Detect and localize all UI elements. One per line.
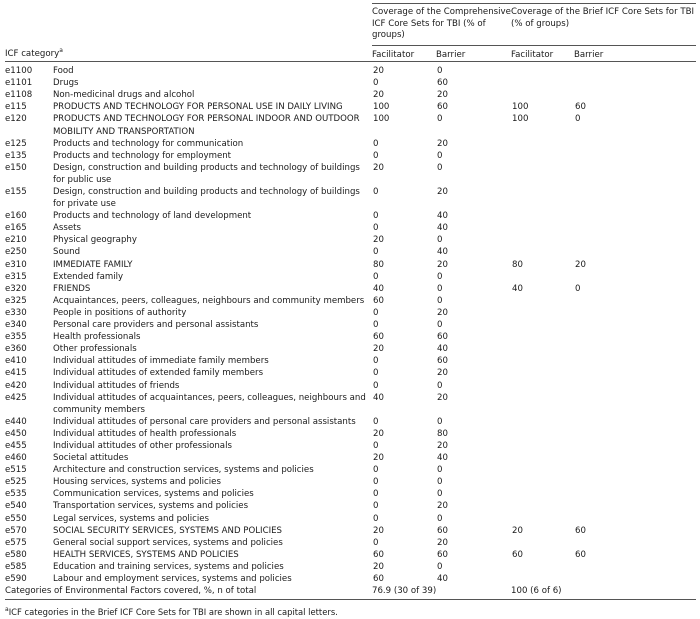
brief-facilitator: 20 xyxy=(512,525,523,536)
comprehensive-facilitator: 0 xyxy=(373,211,379,222)
comprehensive-facilitator: 0 xyxy=(373,537,379,548)
icf-name: People in positions of authority xyxy=(53,307,187,318)
brief-barrier xyxy=(574,488,696,500)
brief-facilitator: 100 xyxy=(512,102,529,113)
table-row xyxy=(5,246,696,258)
comprehensive-facilitator: 0 xyxy=(373,465,379,476)
brief-facilitator xyxy=(511,246,574,258)
icf-name: Individual attitudes of friends xyxy=(53,380,180,391)
comprehensive-facilitator: 100 xyxy=(373,102,390,113)
icf-name: Other professionals xyxy=(53,344,137,355)
comprehensive-barrier: 60 xyxy=(437,525,448,536)
brief-barrier xyxy=(574,295,696,307)
icf-code: e1100 xyxy=(5,66,33,77)
icf-name: PRODUCTS AND TECHNOLOGY FOR PERSONAL INDOOR AND OUTDOOR MOBILITY AND TRANSPORTATION xyxy=(53,114,360,137)
icf-name: Non-medicinal drugs and alcohol xyxy=(53,90,195,101)
comprehensive-barrier: 0 xyxy=(437,465,443,476)
icf-code: e210 xyxy=(5,235,27,246)
icf-name: Design, construction and building products and technology of buildings for public use xyxy=(53,162,360,185)
icf-code: e580 xyxy=(5,549,27,560)
comprehensive-barrier: 40 xyxy=(437,574,448,585)
brief-facilitator xyxy=(511,416,574,428)
brief-facilitator xyxy=(511,561,574,573)
comprehensive-facilitator: 20 xyxy=(373,90,384,101)
icf-name: Food xyxy=(53,66,74,77)
table-row xyxy=(5,89,696,101)
brief-facilitator xyxy=(511,428,574,440)
icf-name: Individual attitudes of immediate family members xyxy=(53,356,269,367)
footnote-text: ICF categories in the Brief ICF Core Sets for TBI are shown in all capital letters. xyxy=(8,607,338,618)
comprehensive-facilitator: 0 xyxy=(373,150,379,161)
icf-code: e455 xyxy=(5,440,27,451)
comprehensive-facilitator: 0 xyxy=(373,78,379,89)
table-row xyxy=(5,476,696,488)
icf-code: e450 xyxy=(5,428,27,439)
table-row xyxy=(5,186,696,210)
icf-name: Labour and employment services, systems and policies xyxy=(53,574,292,585)
brief-facilitator: 80 xyxy=(512,259,523,270)
brief-facilitator xyxy=(511,319,574,331)
icf-code: e1108 xyxy=(5,90,33,101)
brief-header: Coverage of the Brief ICF Core Sets for TBI (% of groups) xyxy=(511,4,696,46)
comprehensive-facilitator: 20 xyxy=(373,525,384,536)
brief-facilitator xyxy=(511,367,574,379)
comprehensive-facilitator: 60 xyxy=(373,574,384,585)
brief-barrier xyxy=(574,537,696,549)
icf-code: e550 xyxy=(5,513,27,524)
comprehensive-facilitator: 0 xyxy=(373,356,379,367)
table-row xyxy=(5,452,696,464)
brief-barrier: 60 xyxy=(575,102,586,113)
comprehensive-facilitator: 0 xyxy=(373,513,379,524)
icf-code: e155 xyxy=(5,187,27,198)
comprehensive-barrier: 0 xyxy=(437,66,443,77)
brief-facilitator xyxy=(511,138,574,150)
brief-barrier xyxy=(574,561,696,573)
table-row xyxy=(5,367,696,379)
brief-facilitator xyxy=(511,488,574,500)
brief-facilitator xyxy=(511,210,574,222)
brief-facilitator xyxy=(511,476,574,488)
brief-facilitator-header: Facilitator xyxy=(511,45,574,61)
icf-code: e360 xyxy=(5,344,27,355)
brief-barrier xyxy=(574,476,696,488)
brief-barrier xyxy=(574,440,696,452)
table-row xyxy=(5,222,696,234)
brief-barrier xyxy=(574,150,696,162)
icf-code: e160 xyxy=(5,211,27,222)
brief-barrier-header: Barrier xyxy=(574,45,696,61)
brief-barrier xyxy=(574,210,696,222)
brief-facilitator: 100 xyxy=(512,114,529,125)
brief-barrier xyxy=(574,271,696,283)
comprehensive-facilitator: 0 xyxy=(373,138,379,149)
comprehensive-facilitator: 0 xyxy=(373,440,379,451)
comprehensive-facilitator-header: Facilitator xyxy=(372,45,436,61)
comprehensive-barrier: 0 xyxy=(437,513,443,524)
comprehensive-barrier: 20 xyxy=(437,259,448,270)
icf-code: e570 xyxy=(5,525,27,536)
comprehensive-barrier: 0 xyxy=(437,271,443,282)
brief-barrier xyxy=(574,307,696,319)
icf-code: e525 xyxy=(5,477,27,488)
comprehensive-barrier: 20 xyxy=(437,501,448,512)
total-label: Categories of Environmental Factors covered, %, n of total xyxy=(5,585,372,600)
table-row xyxy=(5,500,696,512)
comprehensive-facilitator: 0 xyxy=(373,307,379,318)
category-header-label: ICF category xyxy=(5,49,60,60)
table-row xyxy=(5,307,696,319)
brief-barrier xyxy=(574,234,696,246)
brief-barrier xyxy=(574,343,696,355)
brief-facilitator xyxy=(511,77,574,89)
brief-facilitator xyxy=(511,295,574,307)
icf-code: e575 xyxy=(5,537,27,548)
brief-barrier xyxy=(574,355,696,367)
table-row xyxy=(5,101,696,113)
icf-code: e535 xyxy=(5,489,27,500)
icf-name: Housing services, systems and policies xyxy=(53,477,221,488)
comprehensive-facilitator: 0 xyxy=(373,477,379,488)
icf-name: HEALTH SERVICES, SYSTEMS AND POLICIES xyxy=(53,549,239,560)
icf-code: e250 xyxy=(5,247,27,258)
brief-facilitator xyxy=(511,150,574,162)
table-row xyxy=(5,428,696,440)
icf-name: Transportation services, systems and policies xyxy=(53,501,249,512)
comprehensive-facilitator: 60 xyxy=(373,549,384,560)
comprehensive-facilitator: 60 xyxy=(373,295,384,306)
comprehensive-barrier: 0 xyxy=(437,380,443,391)
icf-code: e340 xyxy=(5,320,27,331)
brief-facilitator xyxy=(511,331,574,343)
brief-barrier xyxy=(574,464,696,476)
table-row xyxy=(5,440,696,452)
icf-name: Design, construction and building products and technology of buildings for private use xyxy=(53,187,360,210)
icf-code: e440 xyxy=(5,416,27,427)
footnote-mark: a xyxy=(5,606,9,614)
comprehensive-barrier: 0 xyxy=(437,489,443,500)
comprehensive-barrier: 20 xyxy=(437,537,448,548)
comprehensive-barrier: 0 xyxy=(437,320,443,331)
brief-barrier: 20 xyxy=(575,259,586,270)
icf-name: Drugs xyxy=(53,78,79,89)
comprehensive-barrier: 0 xyxy=(437,416,443,427)
brief-facilitator xyxy=(511,162,574,186)
table-row xyxy=(5,561,696,573)
brief-facilitator xyxy=(511,62,574,78)
icf-name: Architecture and construction services, systems and policies xyxy=(53,465,314,476)
brief-barrier: 60 xyxy=(575,525,586,536)
brief-facilitator xyxy=(511,573,574,585)
brief-barrier xyxy=(574,246,696,258)
icf-code: e135 xyxy=(5,150,27,161)
icf-code: e590 xyxy=(5,574,27,585)
brief-barrier xyxy=(574,222,696,234)
comprehensive-barrier: 40 xyxy=(437,247,448,258)
icf-name: IMMEDIATE FAMILY xyxy=(53,259,133,270)
brief-barrier xyxy=(574,77,696,89)
comprehensive-facilitator: 0 xyxy=(373,247,379,258)
table-row xyxy=(5,234,696,246)
icf-name: Extended family xyxy=(53,271,124,282)
brief-barrier xyxy=(574,331,696,343)
icf-name: Societal attitudes xyxy=(53,453,129,464)
comprehensive-barrier: 0 xyxy=(437,295,443,306)
brief-barrier: 60 xyxy=(575,549,586,560)
comprehensive-facilitator: 20 xyxy=(373,162,384,173)
table-row xyxy=(5,549,696,561)
total-row xyxy=(5,585,696,600)
icf-name: Assets xyxy=(53,223,81,234)
icf-code: e355 xyxy=(5,332,27,343)
comprehensive-facilitator: 20 xyxy=(373,453,384,464)
table-row xyxy=(5,295,696,307)
icf-code: e540 xyxy=(5,501,27,512)
brief-barrier xyxy=(574,162,696,186)
brief-facilitator xyxy=(511,452,574,464)
brief-barrier xyxy=(574,380,696,392)
comprehensive-barrier: 60 xyxy=(437,356,448,367)
brief-facilitator xyxy=(511,500,574,512)
icf-code: e120 xyxy=(5,114,27,125)
icf-name: Communication services, systems and policies xyxy=(53,489,254,500)
comprehensive-barrier: 20 xyxy=(437,368,448,379)
table-row xyxy=(5,464,696,476)
comprehensive-facilitator: 80 xyxy=(373,259,384,270)
comprehensive-barrier: 0 xyxy=(437,561,443,572)
icf-name: Personal care providers and personal assistants xyxy=(53,320,259,331)
comprehensive-barrier: 0 xyxy=(437,235,443,246)
icf-code: e125 xyxy=(5,138,27,149)
brief-barrier: 0 xyxy=(575,114,581,125)
comprehensive-facilitator: 0 xyxy=(373,223,379,234)
comprehensive-facilitator: 20 xyxy=(373,235,384,246)
icf-name: Products and technology of land development xyxy=(53,211,252,222)
comprehensive-facilitator: 0 xyxy=(373,380,379,391)
comprehensive-barrier: 40 xyxy=(437,211,448,222)
icf-code: e165 xyxy=(5,223,27,234)
icf-code: e320 xyxy=(5,283,27,294)
icf-name: Individual attitudes of extended family members xyxy=(53,368,264,379)
comprehensive-barrier: 40 xyxy=(437,344,448,355)
icf-code: e420 xyxy=(5,380,27,391)
icf-coverage-table xyxy=(5,3,696,600)
table-row xyxy=(5,259,696,271)
comprehensive-facilitator: 0 xyxy=(373,501,379,512)
comprehensive-barrier: 0 xyxy=(437,477,443,488)
table-row xyxy=(5,331,696,343)
brief-barrier xyxy=(574,186,696,210)
total-comprehensive: 76.9 (30 of 39) xyxy=(372,585,511,600)
comprehensive-barrier: 20 xyxy=(437,90,448,101)
table-row xyxy=(5,162,696,186)
icf-code: e585 xyxy=(5,561,27,572)
table-row xyxy=(5,416,696,428)
brief-barrier: 0 xyxy=(575,283,581,294)
comprehensive-barrier: 0 xyxy=(437,162,443,173)
comprehensive-barrier: 0 xyxy=(437,114,443,125)
comprehensive-barrier: 60 xyxy=(437,102,448,113)
icf-name: General social support services, systems and policies xyxy=(53,537,283,548)
icf-name: Individual attitudes of acquaintances, peers, colleagues, neighbours and community members xyxy=(53,392,366,415)
table-row xyxy=(5,380,696,392)
comprehensive-barrier: 0 xyxy=(437,283,443,294)
comprehensive-facilitator: 0 xyxy=(373,489,379,500)
icf-name: SOCIAL SECURITY SERVICES, SYSTEMS AND POLICIES xyxy=(53,525,282,536)
comprehensive-barrier-header: Barrier xyxy=(436,45,511,61)
brief-barrier xyxy=(574,392,696,416)
icf-code: e415 xyxy=(5,368,27,379)
icf-name: FRIENDS xyxy=(53,283,91,294)
header-spacer xyxy=(5,4,372,46)
comprehensive-barrier: 20 xyxy=(437,307,448,318)
table-row xyxy=(5,113,696,137)
comprehensive-barrier: 20 xyxy=(437,187,448,198)
icf-name: Products and technology for communication xyxy=(53,138,244,149)
table-row xyxy=(5,573,696,585)
brief-barrier xyxy=(574,573,696,585)
icf-name: Acquaintances, peers, colleagues, neighbours and community members xyxy=(53,295,365,306)
comprehensive-facilitator: 60 xyxy=(373,332,384,343)
brief-barrier xyxy=(574,513,696,525)
icf-code: e425 xyxy=(5,392,27,403)
comprehensive-barrier: 0 xyxy=(437,150,443,161)
table-row xyxy=(5,210,696,222)
brief-barrier xyxy=(574,319,696,331)
icf-code: e1101 xyxy=(5,78,33,89)
comprehensive-facilitator: 0 xyxy=(373,320,379,331)
brief-barrier xyxy=(574,416,696,428)
comprehensive-barrier: 40 xyxy=(437,223,448,234)
table-row xyxy=(5,355,696,367)
icf-code: e460 xyxy=(5,453,27,464)
icf-name: Physical geography xyxy=(53,235,137,246)
brief-facilitator xyxy=(511,537,574,549)
brief-facilitator xyxy=(511,234,574,246)
comprehensive-barrier: 80 xyxy=(437,428,448,439)
brief-facilitator xyxy=(511,355,574,367)
table-row xyxy=(5,271,696,283)
table-row xyxy=(5,138,696,150)
comprehensive-barrier: 20 xyxy=(437,440,448,451)
comprehensive-facilitator: 20 xyxy=(373,428,384,439)
comprehensive-facilitator: 40 xyxy=(373,283,384,294)
table-row xyxy=(5,150,696,162)
icf-name: Individual attitudes of personal care providers and personal assistants xyxy=(53,416,356,427)
table-row xyxy=(5,525,696,537)
icf-code: e330 xyxy=(5,307,27,318)
comprehensive-facilitator: 0 xyxy=(373,368,379,379)
comprehensive-header: Coverage of the Comprehensive ICF Core Sets for TBI (% of groups) xyxy=(372,4,511,46)
brief-barrier xyxy=(574,62,696,78)
brief-facilitator xyxy=(511,464,574,476)
comprehensive-facilitator: 0 xyxy=(373,187,379,198)
comprehensive-facilitator: 40 xyxy=(373,392,384,403)
icf-name: Products and technology for employment xyxy=(53,150,232,161)
table-row xyxy=(5,319,696,331)
icf-name: Health professionals xyxy=(53,332,141,343)
comprehensive-facilitator: 0 xyxy=(373,416,379,427)
brief-facilitator: 60 xyxy=(512,549,523,560)
comprehensive-barrier: 60 xyxy=(437,332,448,343)
comprehensive-barrier: 40 xyxy=(437,453,448,464)
brief-facilitator xyxy=(511,513,574,525)
icf-code: e315 xyxy=(5,271,27,282)
brief-facilitator xyxy=(511,392,574,416)
table-row xyxy=(5,283,696,295)
table-row xyxy=(5,62,696,78)
comprehensive-barrier: 60 xyxy=(437,78,448,89)
table-row xyxy=(5,488,696,500)
icf-name: Education and training services, systems and policies xyxy=(53,561,284,572)
table-row xyxy=(5,392,696,416)
comprehensive-facilitator: 20 xyxy=(373,561,384,572)
brief-barrier xyxy=(574,428,696,440)
table-body xyxy=(5,62,696,586)
icf-code: e310 xyxy=(5,259,27,270)
table-row xyxy=(5,343,696,355)
icf-name: Individual attitudes of other professionals xyxy=(53,440,232,451)
brief-barrier xyxy=(574,89,696,101)
footnote xyxy=(5,606,696,618)
brief-facilitator xyxy=(511,380,574,392)
total-brief: 100 (6 of 6) xyxy=(511,585,696,600)
brief-facilitator: 40 xyxy=(512,283,523,294)
brief-barrier xyxy=(574,500,696,512)
icf-code: e325 xyxy=(5,295,27,306)
table-row xyxy=(5,537,696,549)
brief-facilitator xyxy=(511,222,574,234)
comprehensive-facilitator: 0 xyxy=(373,271,379,282)
brief-facilitator xyxy=(511,343,574,355)
brief-facilitator xyxy=(511,89,574,101)
icf-name: Legal services, systems and policies xyxy=(53,513,210,524)
icf-code: e115 xyxy=(5,102,27,113)
icf-code: e410 xyxy=(5,356,27,367)
category-footnote-mark: a xyxy=(59,47,63,55)
brief-barrier xyxy=(574,452,696,464)
brief-barrier xyxy=(574,138,696,150)
comprehensive-facilitator: 20 xyxy=(373,66,384,77)
brief-facilitator xyxy=(511,186,574,210)
brief-facilitator xyxy=(511,307,574,319)
comprehensive-barrier: 20 xyxy=(437,392,448,403)
brief-facilitator xyxy=(511,440,574,452)
table-row xyxy=(5,77,696,89)
icf-name: Individual attitudes of health professionals xyxy=(53,428,237,439)
table-row xyxy=(5,513,696,525)
icf-code: e515 xyxy=(5,465,27,476)
comprehensive-barrier: 60 xyxy=(437,549,448,560)
comprehensive-facilitator: 100 xyxy=(373,114,390,125)
comprehensive-barrier: 20 xyxy=(437,138,448,149)
category-header xyxy=(5,45,372,61)
icf-code: e150 xyxy=(5,162,27,173)
comprehensive-facilitator: 20 xyxy=(373,344,384,355)
icf-name: PRODUCTS AND TECHNOLOGY FOR PERSONAL USE IN DAILY LIVING xyxy=(53,102,343,113)
icf-name: Sound xyxy=(53,247,81,258)
brief-barrier xyxy=(574,367,696,379)
brief-facilitator xyxy=(511,271,574,283)
